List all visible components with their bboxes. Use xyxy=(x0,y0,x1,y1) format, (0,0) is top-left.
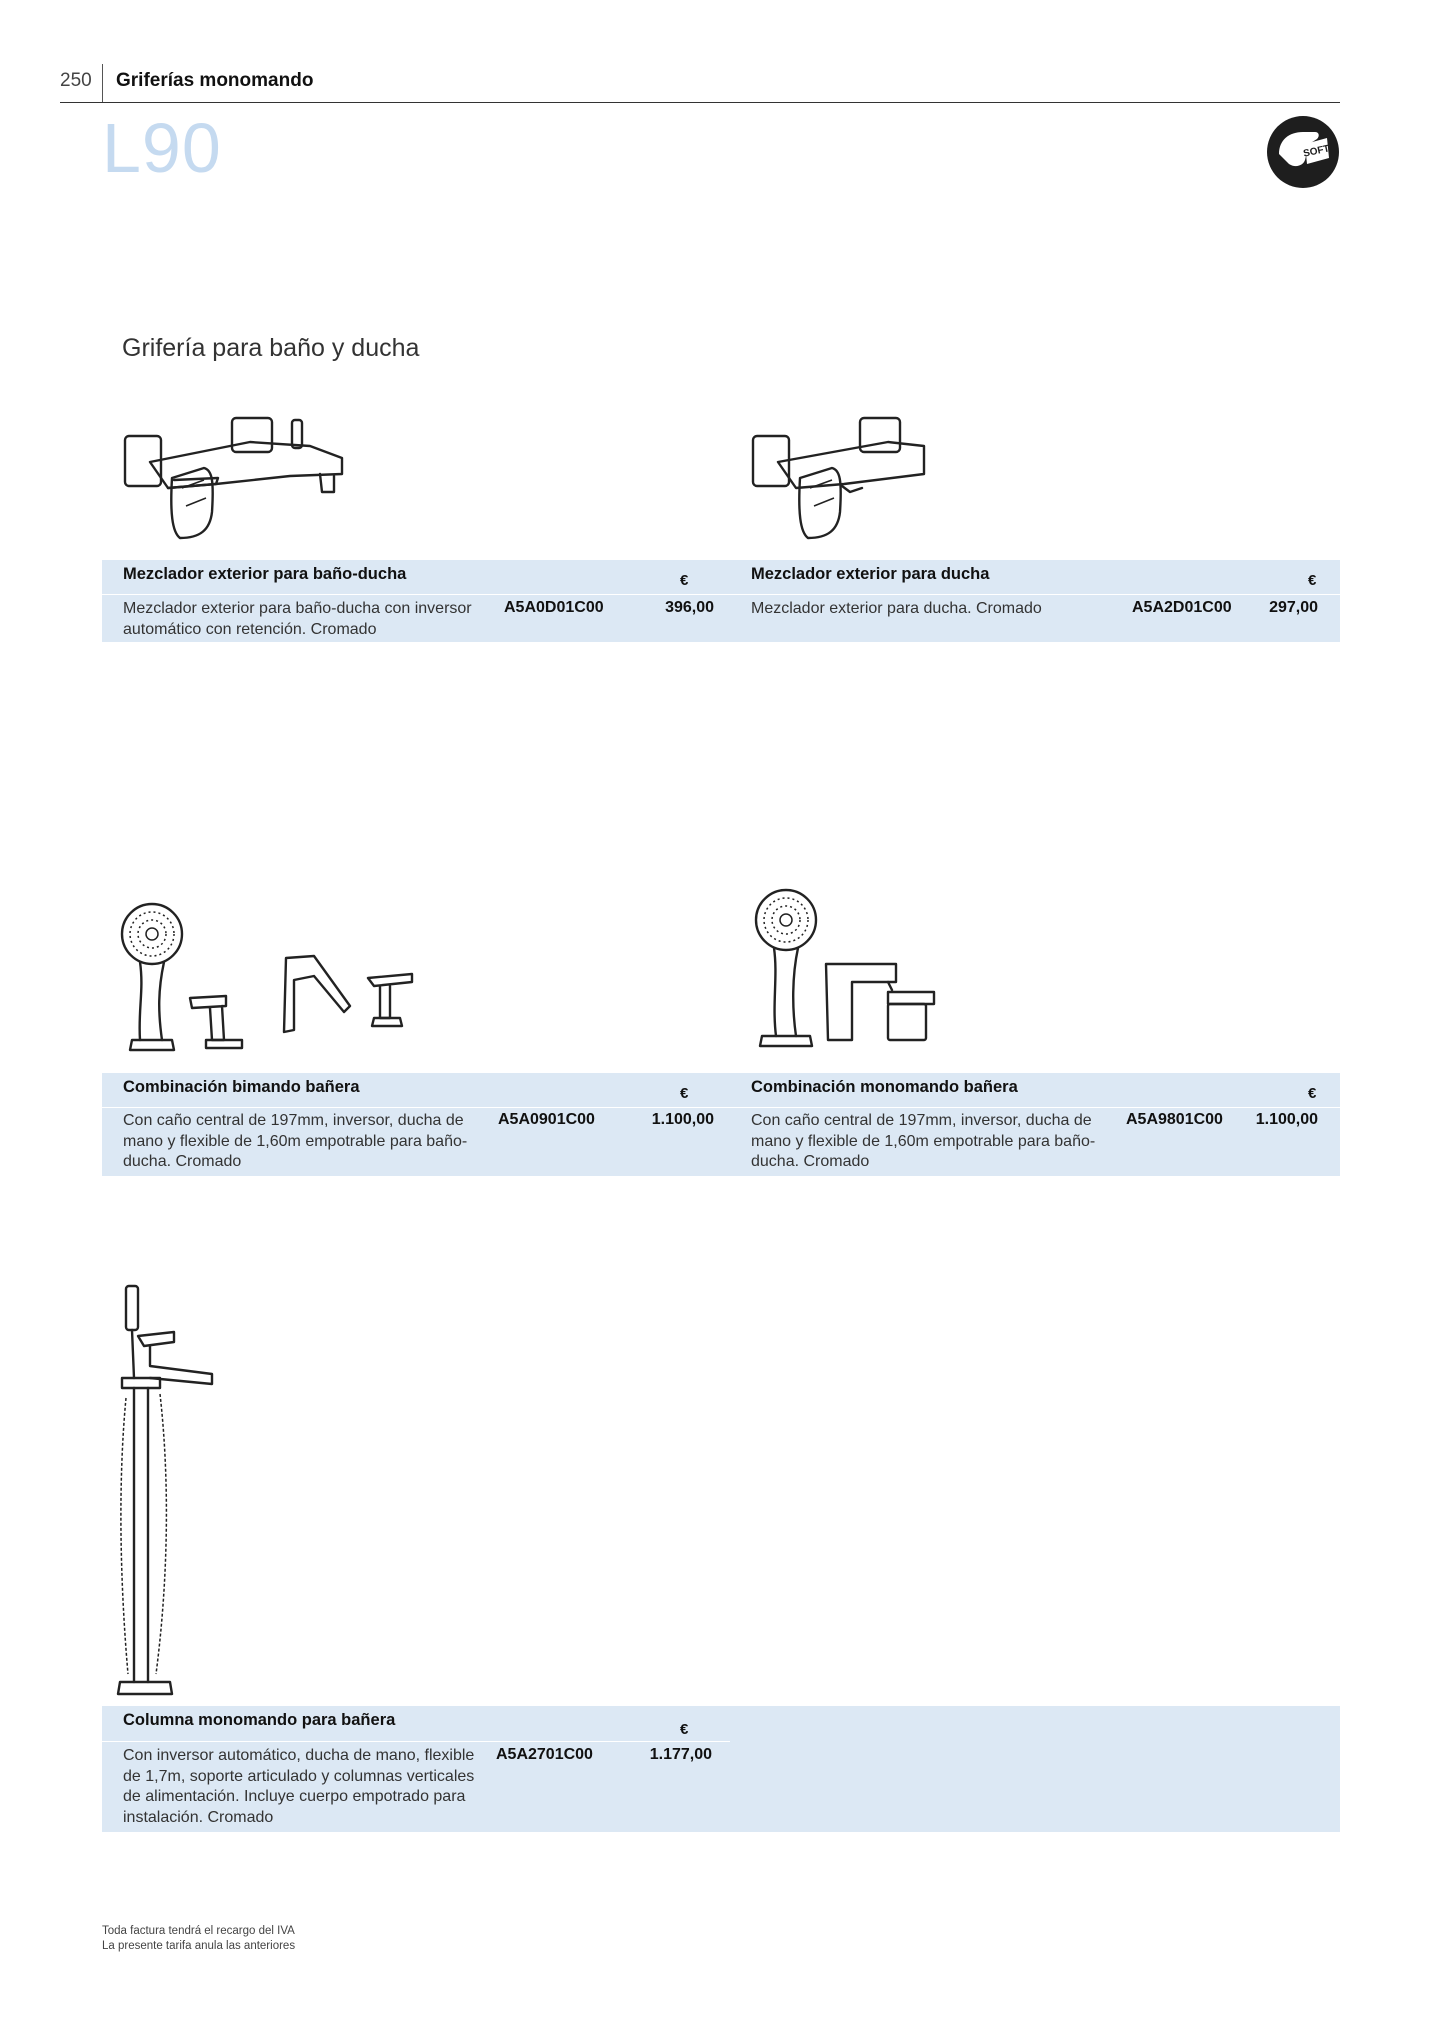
product-code: A5A0D01C00 xyxy=(504,599,604,616)
two-handle-bath-set-image xyxy=(118,900,418,1055)
series-title: L90 xyxy=(102,109,222,187)
product-price: 1.100,00 xyxy=(651,1111,714,1128)
soft-badge-icon xyxy=(1265,114,1341,190)
footer-note-vat: Toda factura tendrá el recargo del IVA xyxy=(102,1925,295,1937)
product-panel-two-handle-bath-set xyxy=(102,1073,730,1176)
product-title: Mezclador exterior para ducha xyxy=(751,565,990,583)
currency-label: € xyxy=(680,1721,689,1738)
badge-label: SOFT xyxy=(1302,143,1331,160)
product-panel-freestanding-column xyxy=(102,1706,1340,1832)
header-rule xyxy=(60,102,1340,103)
currency-label: € xyxy=(1308,572,1317,589)
footer-notes xyxy=(102,1924,295,1954)
product-panel-single-lever-bath-set xyxy=(730,1073,1340,1176)
product-title: Mezclador exterior para baño-ducha xyxy=(123,565,407,583)
currency-label: € xyxy=(1308,1085,1317,1102)
bath-shower-mixer-image xyxy=(120,412,350,548)
product-description: Mezclador exterior para ducha. Cromado xyxy=(751,600,1042,617)
product-code: A5A0901C00 xyxy=(498,1111,595,1128)
category-subheading: Grifería para baño y ducha xyxy=(122,334,420,362)
product-description: Con inversor automático, ducha de mano, flexible de 1,7m, soporte articulado y columnas verticales de alimentación. Incluye cuerpo empotrado para instalación. Cromado xyxy=(123,1747,475,1826)
currency-label: € xyxy=(680,572,689,589)
product-code: A5A2D01C00 xyxy=(1132,599,1232,616)
row-divider xyxy=(730,1107,1340,1108)
single-lever-bath-set-image xyxy=(752,884,942,1054)
currency-label: € xyxy=(680,1085,689,1102)
product-description: Con caño central de 197mm, inversor, ducha de mano y flexible de 1,60m empotrable para baño-ducha. Cromado xyxy=(751,1112,1096,1170)
product-price: 1.100,00 xyxy=(1255,1111,1318,1128)
row-divider xyxy=(102,1107,730,1108)
product-price: 297,00 xyxy=(1269,599,1318,616)
product-panel-shower-mixer xyxy=(730,560,1340,642)
row-divider xyxy=(102,594,730,595)
product-description: Con caño central de 197mm, inversor, ducha de mano y flexible de 1,60m empotrable para baño-ducha. Cromado xyxy=(123,1112,468,1170)
section-title: Griferías monomando xyxy=(116,70,314,91)
header-divider xyxy=(102,64,103,102)
product-code: A5A9801C00 xyxy=(1126,1111,1223,1128)
product-title: Combinación bimando bañera xyxy=(123,1078,360,1096)
shower-mixer-image xyxy=(748,412,934,548)
product-code: A5A2701C00 xyxy=(496,1746,593,1763)
footer-note-tariff: La presente tarifa anula las anteriores xyxy=(102,1940,296,1952)
page-number: 250 xyxy=(60,70,92,91)
row-divider xyxy=(102,1741,730,1742)
product-title: Combinación monomando bañera xyxy=(751,1078,1018,1096)
product-description: Mezclador exterior para baño-ducha con inversor automático con retención. Cromado xyxy=(123,600,472,638)
product-panel-bath-shower-mixer xyxy=(102,560,730,642)
row-divider xyxy=(730,594,1340,595)
product-price: 396,00 xyxy=(665,599,714,616)
freestanding-column-image xyxy=(108,1282,220,1700)
product-title: Columna monomando para bañera xyxy=(123,1711,396,1729)
product-price: 1.177,00 xyxy=(649,1746,712,1763)
